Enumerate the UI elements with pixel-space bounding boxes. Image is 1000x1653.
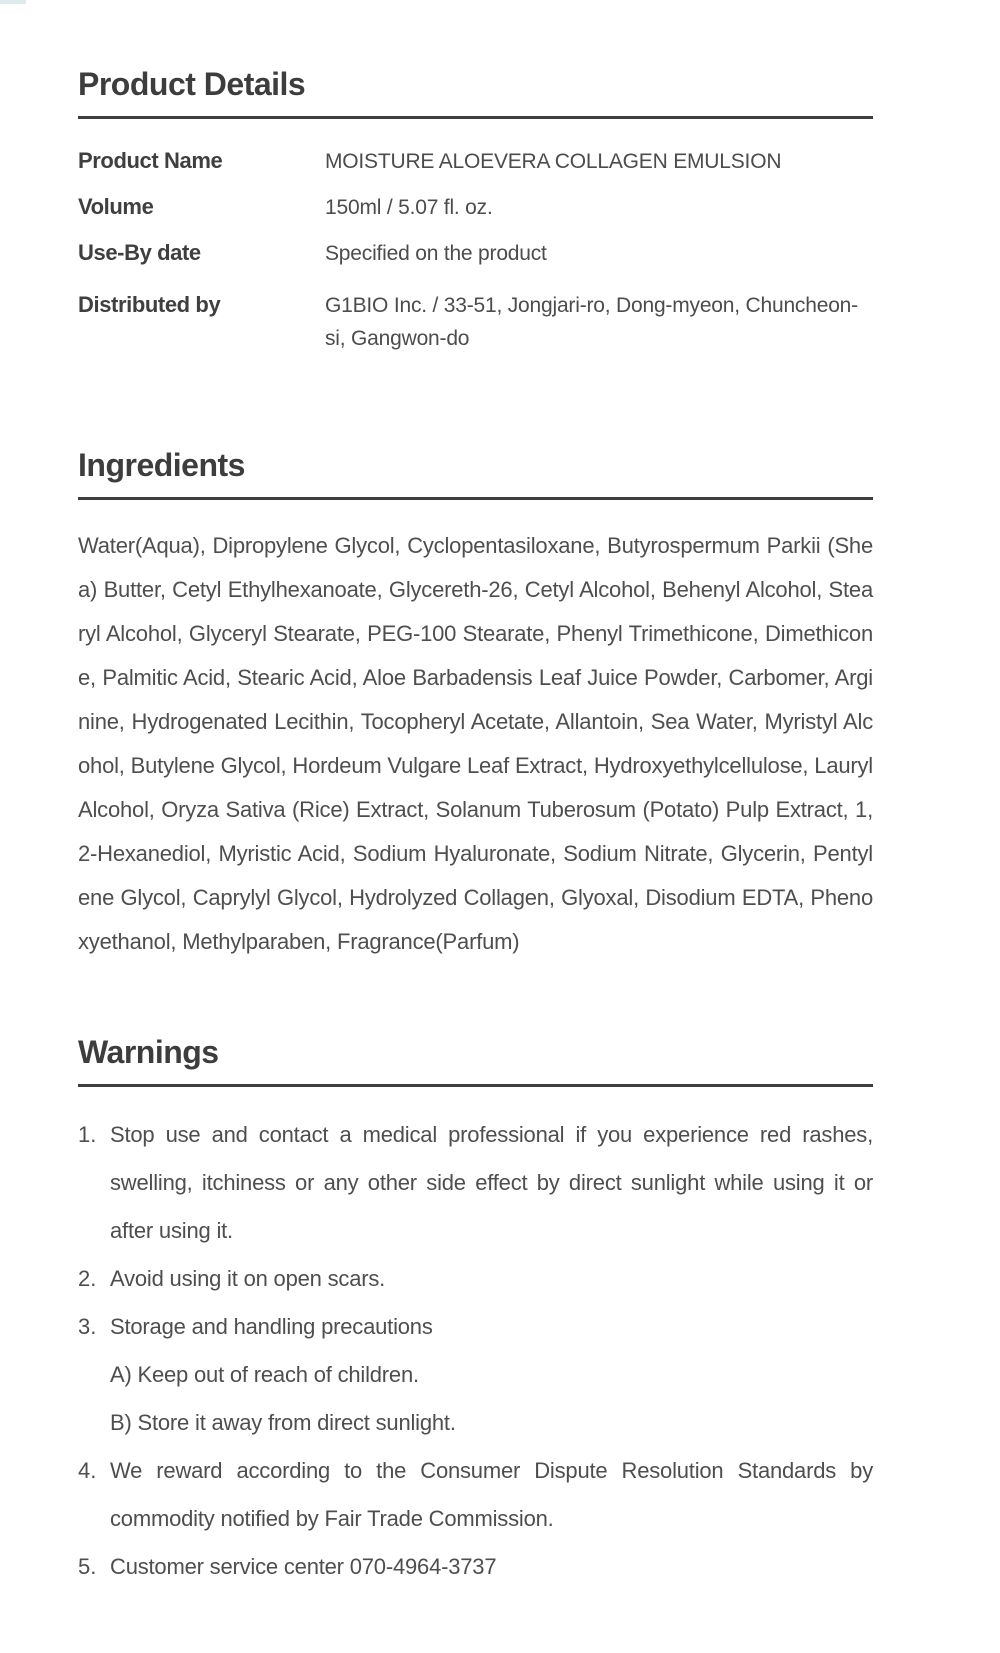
- detail-label: Distributed by: [78, 292, 221, 317]
- warning-text: Stop use and contact a medical professional if you experience red rashes, swelling, itchiness or any other side effect by direct sunlight while using it or after using it.: [110, 1122, 873, 1243]
- detail-value: MOISTURE ALOEVERA COLLAGEN EMULSION: [325, 150, 782, 173]
- warning-text: Avoid using it on open scars.: [110, 1266, 386, 1291]
- section-divider: [78, 1084, 873, 1087]
- detail-label: Product Name: [78, 148, 223, 173]
- product-details-title: Product Details: [78, 66, 306, 102]
- warnings-section: [78, 1032, 873, 1591]
- ingredients-title: Ingredients: [78, 447, 245, 483]
- warning-subitem-b: B) Store it away from direct sunlight.: [110, 1410, 456, 1435]
- warning-text-main: Storage and handling precautions: [110, 1314, 433, 1339]
- warning-number: 3.: [78, 1314, 97, 1339]
- warning-text: [110, 1303, 873, 1447]
- warning-item-4: [78, 1447, 873, 1543]
- detail-value: Specified on the product: [325, 242, 547, 265]
- ingredients-text: Water(Aqua), Dipropylene Glycol, Cyclopentasiloxane, Butyrospermum Parkii (Shea) Butter, Cetyl Ethylhexanoate, Glycereth-26, Cetyl Alcohol, Behenyl Alcohol, Stearyl Alcohol, Glyceryl Stearate, PEG-100 Stearate, Phenyl Trimethicone, Dimethicone, Palmitic Acid, Stearic Acid, Aloe Barbadensis Leaf Juice Powder, Carbomer, Arginine, Hydrogenated Lecithin, Tocopheryl Acetate, Allantoin, Sea Water, Myristyl Alcohol, Butylene Glycol, Hordeum Vulgare Leaf Extract, Hydroxyethylcellulose, Lauryl Alcohol, Oryza Sativa (Rice) Extract, Solanum Tuberosum (Potato) Pulp Extract, 1,2-Hexanediol, Myristic Acid, Sodium Hyaluronate, Sodium Nitrate, Glycerin, Pentylene Glycol, Caprylyl Glycol, Hydrolyzed Collagen, Glyoxal, Disodium EDTA, Phenoxyethanol, Methylparaben, Fragrance(Parfum): [78, 533, 873, 954]
- ingredients-section: [78, 445, 873, 964]
- section-divider: [78, 116, 873, 119]
- warning-number: 2.: [78, 1266, 97, 1291]
- warning-subitem-a: A) Keep out of reach of children.: [110, 1362, 419, 1387]
- section-divider: [78, 497, 873, 500]
- detail-row-use-by-date: [78, 237, 873, 270]
- detail-label: Use-By date: [78, 240, 201, 265]
- detail-row-distributed-by: [78, 289, 873, 355]
- warning-item-5: [78, 1543, 873, 1591]
- detail-label: Volume: [78, 194, 154, 219]
- detail-row-product-name: [78, 145, 873, 178]
- top-left-accent-mark: [0, 0, 26, 4]
- warning-number: 4.: [78, 1458, 97, 1483]
- detail-value: G1BIO Inc. / 33-51, Jongjari-ro, Dong-myeon, Chuncheon-si, Gangwon-do: [325, 294, 858, 350]
- warning-item-2: [78, 1255, 873, 1303]
- warning-item-1: [78, 1111, 873, 1255]
- warning-text: We reward according to the Consumer Dispute Resolution Standards by commodity notified by Fair Trade Commission.: [110, 1458, 873, 1531]
- warning-item-3: [78, 1303, 873, 1447]
- product-info-sheet: [78, 0, 873, 1591]
- warnings-title: Warnings: [78, 1034, 219, 1070]
- product-details-section: [78, 0, 873, 355]
- warning-number: 5.: [78, 1554, 97, 1579]
- product-details-table: [78, 145, 873, 355]
- warning-number: 1.: [78, 1122, 97, 1147]
- warning-text: Customer service center 070-4964-3737: [110, 1554, 497, 1579]
- warnings-list: [78, 1111, 873, 1591]
- detail-row-volume: [78, 191, 873, 224]
- detail-value: 150ml / 5.07 fl. oz.: [325, 196, 493, 219]
